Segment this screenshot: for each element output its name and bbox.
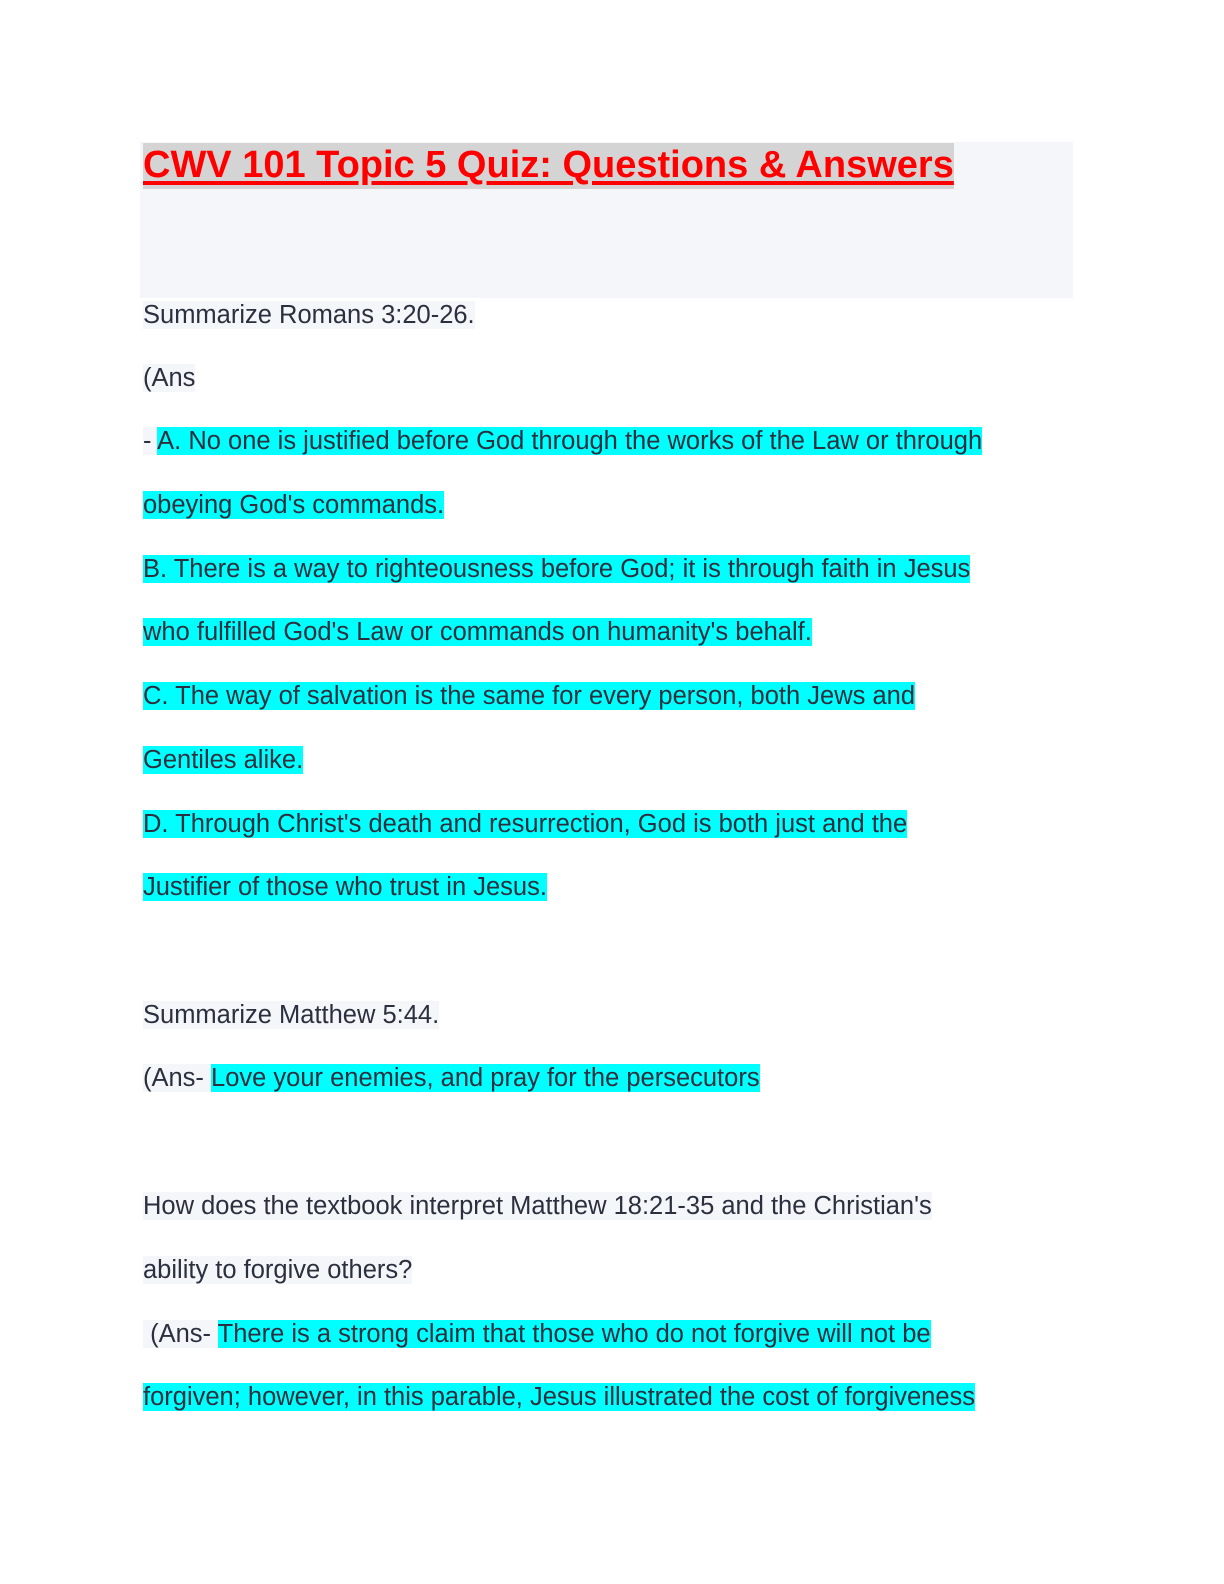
question-text: ability to forgive others?: [143, 1256, 413, 1284]
answer-line: [143, 552, 970, 586]
highlighted-answer: There is a strong claim that those who do not forgive will not be: [217, 1320, 931, 1348]
highlighted-answer: Justifier of those who trust in Jesus.: [143, 873, 547, 901]
question-3: [143, 1189, 932, 1223]
highlighted-answer: Love your enemies, and pray for the persecutors: [211, 1064, 760, 1092]
highlighted-answer: B. There is a way to righteousness before God; it is through faith in Jesus: [143, 555, 971, 583]
highlighted-answer: forgiven; however, in this parable, Jesus illustrated the cost of forgiveness: [143, 1383, 976, 1411]
highlighted-answer: C. The way of salvation is the same for every person, both Jews and: [143, 682, 915, 710]
answer-prefix: [143, 361, 195, 395]
answer-line: [143, 743, 303, 777]
highlighted-answer: obeying God's commands.: [143, 491, 445, 519]
question-2: [143, 998, 439, 1032]
answer-line: [143, 870, 547, 904]
highlighted-answer: who fulfilled God's Law or commands on humanity's behalf.: [143, 618, 812, 646]
answer-line: [143, 1317, 931, 1351]
highlighted-answer: A. No one is justified before God through the works of the Law or through: [157, 427, 983, 455]
answer-line: [143, 615, 812, 649]
question-1: [143, 298, 475, 332]
answer-dash: -: [143, 427, 158, 455]
answer-line: [143, 424, 982, 458]
answer-label: (Ans-: [143, 1064, 212, 1092]
question-3-cont: [143, 1253, 412, 1287]
highlighted-answer: Gentiles alike.: [143, 746, 304, 774]
answer-label: (Ans: [143, 364, 196, 392]
question-text: How does the textbook interpret Matthew 18:21-35 and the Christian's: [143, 1192, 932, 1220]
answer-line: [143, 488, 444, 522]
answer-line: [143, 807, 907, 841]
answer-line: [143, 679, 915, 713]
answer-label: (Ans-: [143, 1320, 218, 1348]
question-text: Summarize Romans 3:20-26.: [143, 301, 475, 329]
document-title: CWV 101 Topic 5 Quiz: Questions & Answers: [143, 143, 954, 189]
answer-line: [143, 1380, 975, 1414]
answer-line: [143, 1061, 760, 1095]
highlighted-answer: D. Through Christ's death and resurrection, God is both just and the: [143, 810, 908, 838]
question-text: Summarize Matthew 5:44.: [143, 1001, 440, 1029]
